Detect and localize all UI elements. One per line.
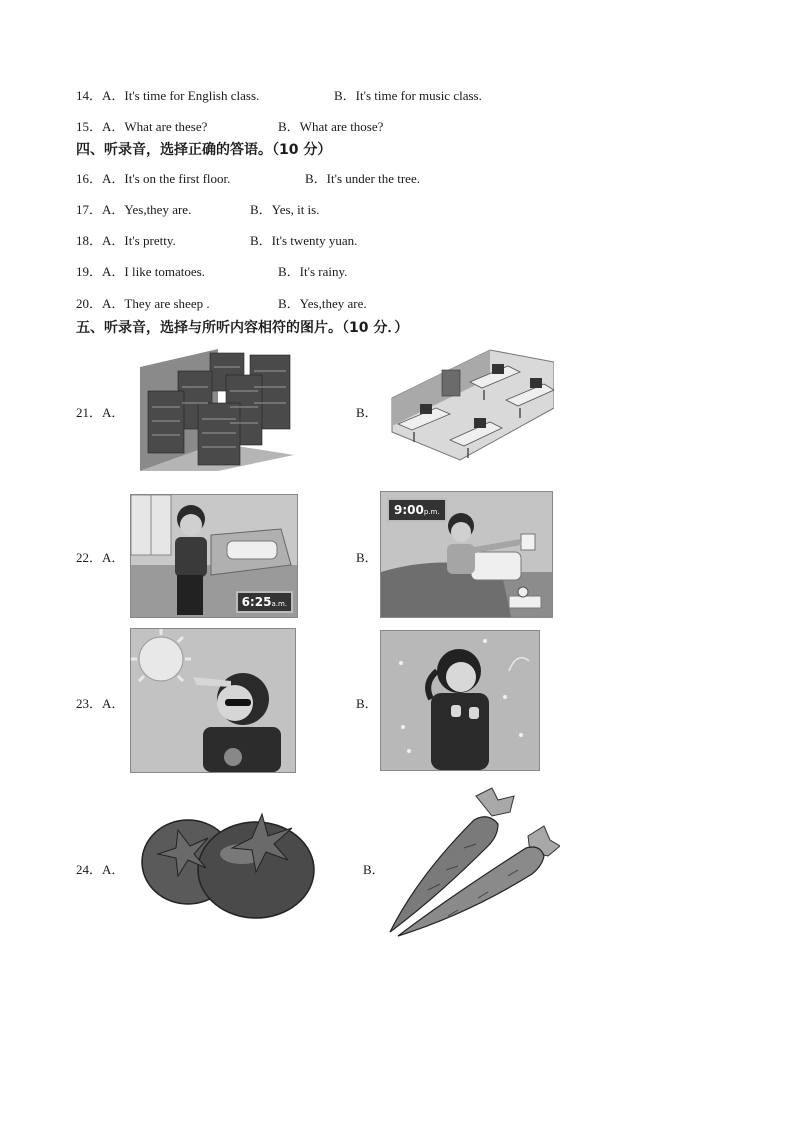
- option-a: A．What are these?: [102, 119, 208, 134]
- clock-display: 9:00p.m.: [387, 498, 447, 522]
- alarm-clock-display: 6:25a.m.: [236, 591, 293, 613]
- question-21-b-label: B．: [356, 405, 378, 420]
- question-number: 14．: [76, 88, 103, 103]
- option-a: A．It's time for English class.: [102, 88, 260, 103]
- option-b: B．It's twenty yuan.: [250, 233, 358, 248]
- hot-sunny-boy-picture: [130, 628, 296, 773]
- option-b: B．It's under the tree.: [305, 171, 420, 186]
- option-b: B．It's rainy.: [278, 264, 348, 279]
- cold-girl-picture: [380, 630, 540, 771]
- option-a: A．It's on the first floor.: [102, 171, 231, 186]
- question-23-b-label: B．: [356, 696, 378, 711]
- question-16: [76, 168, 420, 187]
- option-a: A．They are sheep .: [102, 296, 210, 311]
- question-18: [76, 230, 358, 249]
- option-b: B．What are those?: [278, 119, 384, 134]
- question-20: [76, 293, 367, 312]
- question-21-a-label: 21．A．: [76, 405, 125, 420]
- question-number: 19．: [76, 264, 103, 279]
- boy-going-to-bed-picture: [380, 491, 553, 618]
- question-19: [76, 261, 348, 280]
- question-number: 20．: [76, 296, 103, 311]
- option-a: A．It's pretty.: [102, 233, 176, 248]
- boy-waking-up-picture: [130, 494, 298, 618]
- question-24-b-label: B．: [363, 862, 385, 877]
- question-number: 17．: [76, 202, 103, 217]
- question-24-a-label: 24．A．: [76, 862, 125, 877]
- option-b: B．It's time for music class.: [334, 88, 482, 103]
- question-number: 18．: [76, 233, 103, 248]
- library-shelves-picture: [138, 347, 294, 471]
- section-4-heading: 四、听录音，选择正确的答语。（10 分）: [76, 142, 332, 158]
- question-22-a-label: 22．A．: [76, 550, 125, 565]
- question-number: 15．: [76, 119, 103, 134]
- option-a: A．Yes,they are.: [102, 202, 192, 217]
- question-number: 16．: [76, 171, 103, 186]
- option-b: B．Yes,they are.: [278, 296, 367, 311]
- tomatoes-picture: [138, 810, 316, 920]
- option-a: A．I like tomatoes.: [102, 264, 205, 279]
- question-23-a-label: 23．A．: [76, 696, 125, 711]
- option-b: B．Yes, it is.: [250, 202, 320, 217]
- carrots-picture: [388, 786, 560, 940]
- question-15: [76, 116, 384, 135]
- question-22-b-label: B．: [356, 550, 378, 565]
- computer-room-picture: [390, 348, 554, 468]
- question-17: [76, 199, 320, 218]
- section-5-heading: 五、听录音，选择与所听内容相符的图片。（10 分．）: [76, 320, 409, 336]
- question-14: [76, 85, 482, 104]
